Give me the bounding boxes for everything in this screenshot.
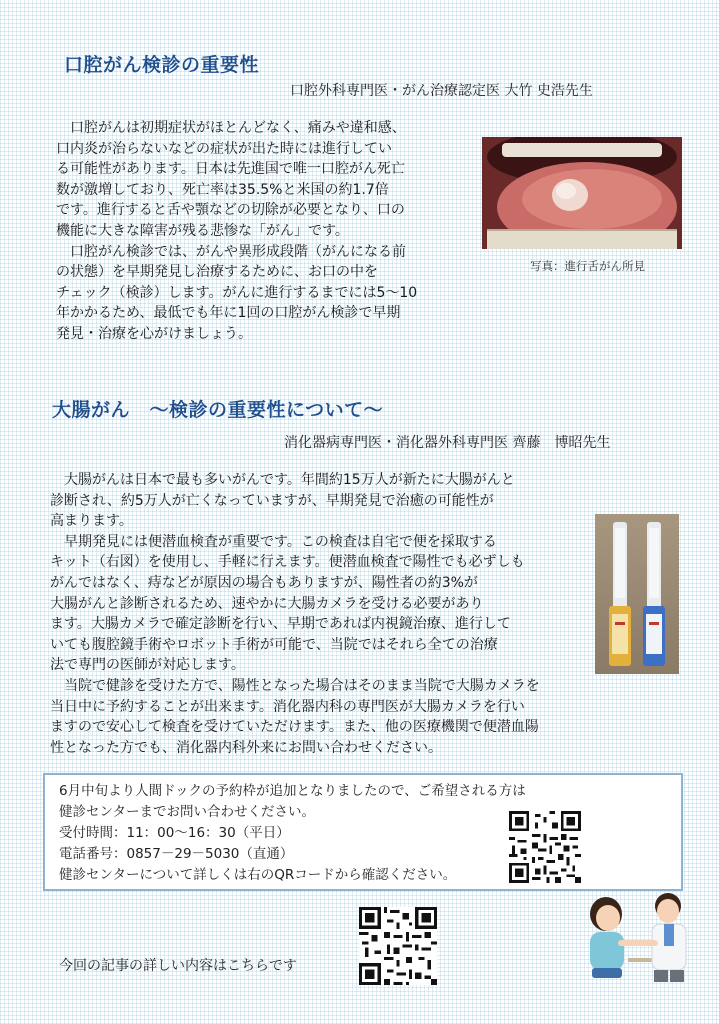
body-line: 診断され、約5万人が亡くなっていますが、早期発見で治癒の可能性が — [50, 492, 494, 509]
section1-author: 口腔外科専門医・がん治療認定医 大竹 史浩先生 — [290, 83, 593, 99]
notice-line: 電話番号：0857－29－5030（直通） — [59, 846, 294, 862]
body-line: 性となった方でも、消化器内科外来にお問い合わせください。 — [50, 739, 442, 756]
body-line: ます。大腸カメラで確定診断を行い、早期であれば内視鏡治療、進行して — [50, 616, 511, 633]
photo-caption: 写真：進行舌がん所見 — [530, 259, 645, 273]
section2-author: 消化器病専門医・消化器外科専門医 齊藤 博昭先生 — [284, 435, 611, 451]
footer-note: 今回の記事の詳しい内容はこちらです — [59, 958, 297, 974]
stool-test-kit-photo — [595, 514, 679, 674]
body-line: チェック（検診）します。がんに進行するまでには5～10 — [56, 284, 418, 301]
body-line: 発見・治療を心がけましょう。 — [56, 325, 252, 342]
section1-body — [56, 118, 476, 345]
section2-title: 大腸がん ～検診の重要性について～ — [52, 399, 384, 421]
tongue-cancer-photo — [482, 137, 682, 249]
notice-line: 受付時間：11：00～16：30（平日） — [59, 825, 290, 841]
body-line: 法で専門の医師が対応します。 — [50, 657, 245, 674]
section1-title: 口腔がん検診の重要性 — [64, 54, 260, 76]
body-line: 当日中に予約することが出来ます。消化器内科の専門医が大腸カメラを行い — [50, 698, 525, 715]
body-line: 口内炎が治らないなどの症状が出た時には進行してい — [56, 140, 392, 157]
body-line: です。進行すると舌や顎などの切除が必要となり、口の — [56, 202, 405, 219]
notice-line: 健診センターまでお問い合わせください。 — [59, 804, 315, 820]
body-line: 数が激増しており、死亡率は35.5%と米国の約1.7倍 — [56, 181, 389, 198]
patient-doctor-illustration — [578, 884, 708, 984]
body-line: る可能性があります。日本は先進国で唯一口腔がん死亡 — [56, 161, 405, 178]
body-line: 大腸がんは日本で最も多いがんです。年間約15万人が新たに大腸がんと — [50, 472, 515, 488]
body-line: いても腹腔鏡手術やロボット手術が可能で、当院ではそれら全ての治療 — [50, 636, 498, 653]
body-line: がんではなく、痔などが原因の場合もありますが、陽性者の約3%が — [50, 574, 478, 591]
body-line: キット（右図）を使用し、手軽に行えます。便潜血検査で陽性でも必ずしも — [50, 554, 525, 571]
body-line: 口腔がんは初期症状がほとんどなく、痛みや違和感、 — [56, 120, 406, 136]
body-line: 当院で健診を受けた方で、陽性となった場合はそのまま当院で大腸カメラを — [50, 677, 540, 694]
section2-body — [50, 470, 630, 758]
body-line: 高まります。 — [50, 513, 133, 530]
qr-code-article-details[interactable] — [359, 907, 437, 985]
body-line: 年かかるため、最低でも年に1回の口腔がん検診で早期 — [56, 305, 401, 322]
checkup-notice-box — [43, 773, 683, 891]
body-line: 機能に大きな障害が残る悲惨な「がん」です。 — [56, 222, 349, 239]
body-line: 口腔がん検診では、がんや異形成段階（がんになる前 — [56, 243, 406, 260]
body-line: 早期発見には便潜血検査が重要です。この検査は自宅で便を採取する — [50, 533, 497, 550]
body-line: ますので安心して検査を受けていただけます。また、他の医療機関で便潜血陽 — [50, 719, 539, 736]
qr-code-checkup-center[interactable] — [509, 811, 581, 883]
body-line: の状態）を早期発見し治療するために、お口の中を — [56, 264, 378, 281]
notice-line: 6月中旬より人間ドックの予約枠が追加となりましたので、ご希望される方は — [59, 783, 526, 799]
body-line: 大腸がんと診断されるため、速やかに大腸カメラを受ける必要があり — [50, 595, 484, 612]
notice-line: 健診センターについて詳しくは右のQRコードから確認ください。 — [59, 867, 457, 883]
